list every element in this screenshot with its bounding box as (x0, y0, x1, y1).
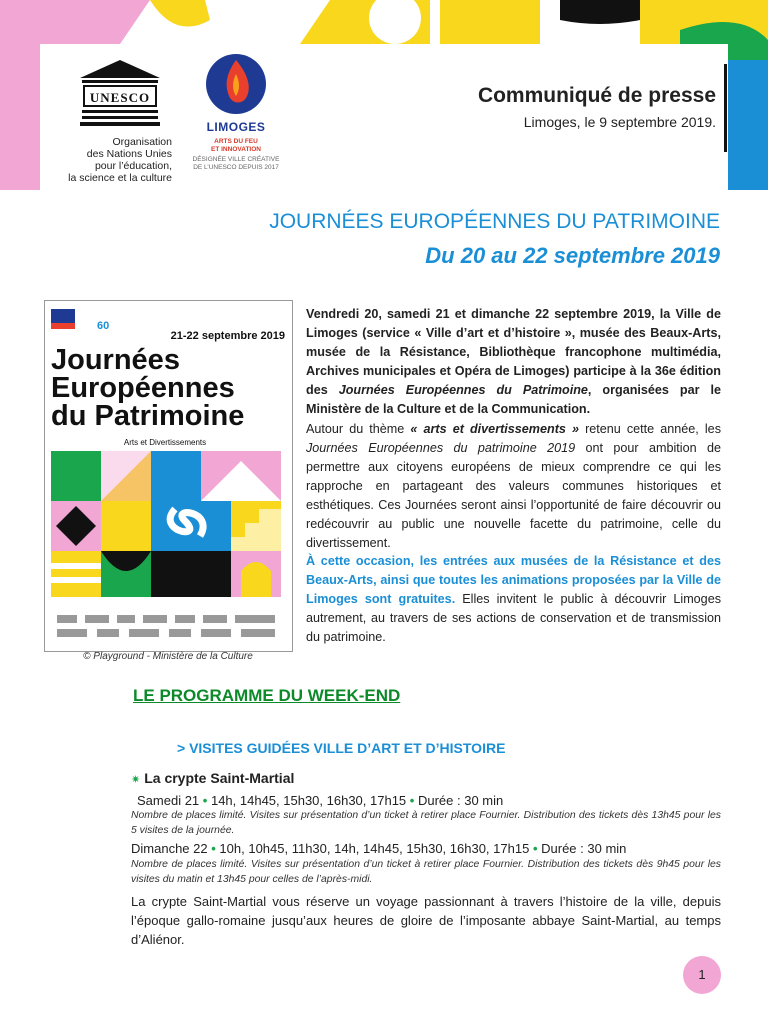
poster-caption: © Playground - Ministère de la Culture (83, 651, 253, 662)
intro-paragraph-2: Autour du thème « arts et divertissements » retenu cette année, les Journées Européennes du patrimoine 2019 ont pour ambition de permettre aux citoyens européens de mieux comprendre ce qui les rapproche en partageant des valeurs communes historiques et esthétiques. Ces Journées seront ainsi l’opportunité de faire découvrir ou redécouvrir au public une nouvelle facette du patrimoine, celle du divertissement. (306, 422, 721, 550)
event-title: JOURNÉES EUROPÉENNES DU PATRIMOINE (269, 210, 720, 233)
limoges-designation: DÉSIGNÉE VILLE CRÉATIVE DE L’UNESCO DEPUIS 2017 (192, 156, 280, 171)
limoges-flame-icon (204, 52, 268, 116)
sunday-schedule: Dimanche 22 • 10h, 10h45, 11h30, 14h, 14h45, 15h30, 16h30, 17h15 • Durée : 30 min (131, 841, 627, 856)
intro-paragraph-3: À cette occasion, les entrées aux musées de la Résistance et des Beaux-Arts, ainsi que toutes les animations proposées par la Ville de Limoges sont gratuites. Elles invitent le public à découvrir Limoges autrement, au travers de ses actions de conservation et de transmission du patrimoine. (306, 554, 721, 644)
poster-line2: Européennes (51, 372, 235, 404)
crypt-description: La crypte Saint-Martial vous réserve un voyage passionnant à travers l’histoire de la ville, depuis l’époque gallo-romaine jusqu’aux heures de gloire de l’imposante abbaye Saint-Martial, au temps d’Aliénor. (131, 894, 721, 947)
unesco-organisation-text: Organisation des Nations Unies pour l’éducation, la science et la culture (68, 136, 172, 184)
unesco-wordmark: UNESCO (89, 90, 151, 105)
intro-paragraph-1: Vendredi 20, samedi 21 et dimanche 22 septembre 2019, la Ville de Limoges (service « Ville d’art et d’histoire », musée des Beaux-Arts, musée de la Résistance, Bibliothèque francophone multimédia, Archives municipales et Opéra de Limoges) participe à la 36e édition des Journées Européennes du Patrimoine, organisées par le Ministère de la Culture et de la Communication. (306, 307, 721, 416)
poster-line1: Journées (51, 344, 180, 376)
unesco-temple-icon (78, 58, 162, 132)
sunday-note: Nombre de places limité. Visites sur présentation d’un ticket à retirer place Fournier. Distribution des tickets dès 9h45 pour les visites du matin et 13h45 pour celles de l’après-midi. (131, 859, 721, 885)
header-divider (724, 64, 727, 152)
unesco-logo (48, 52, 178, 182)
bullet-star-icon: ✷ (131, 774, 141, 786)
press-release-date: Limoges, le 9 septembre 2019. (523, 114, 716, 130)
limoges-name: LIMOGES (206, 120, 266, 134)
bullet-dot-icon: • (211, 841, 216, 856)
poster-theme: Arts et Divertissements (123, 438, 207, 447)
bullet-dot-icon: • (532, 841, 538, 856)
page-number-badge: 1 (683, 956, 721, 994)
event-poster (44, 300, 293, 652)
limoges-logo (184, 52, 288, 182)
saturday-note: Nombre de places limité. Visites sur présentation d’un ticket à retirer place Fournier. Distribution des tickets dès 13h45 pour les 5 visites de la journée. (131, 810, 721, 836)
bullet-dot-icon: • (202, 793, 208, 808)
poster-dates: 21-22 septembre 2019 (170, 330, 285, 342)
event-dates: Du 20 au 22 septembre 2019 (425, 243, 720, 268)
bullet-dot-icon: • (409, 793, 415, 808)
program-heading: LE PROGRAMME DU WEEK-END (133, 686, 401, 705)
crypt-title: ✷ La crypte Saint-Martial (131, 770, 295, 786)
poster-graphic (45, 301, 292, 651)
limoges-tagline: ARTS DU FEU ET INNOVATION (211, 138, 261, 153)
poster-line3: du Patrimoine (51, 400, 245, 432)
guided-tours-heading: > VISITES GUIDÉES VILLE D’ART ET D’HISTOIRE (177, 740, 506, 756)
svg-text:60: 60 (97, 320, 110, 332)
saturday-schedule: Samedi 21 • 14h, 14h45, 15h30, 16h30, 17h15 • Durée : 30 min (137, 793, 504, 808)
press-release-title: Communiqué de presse (477, 84, 716, 107)
